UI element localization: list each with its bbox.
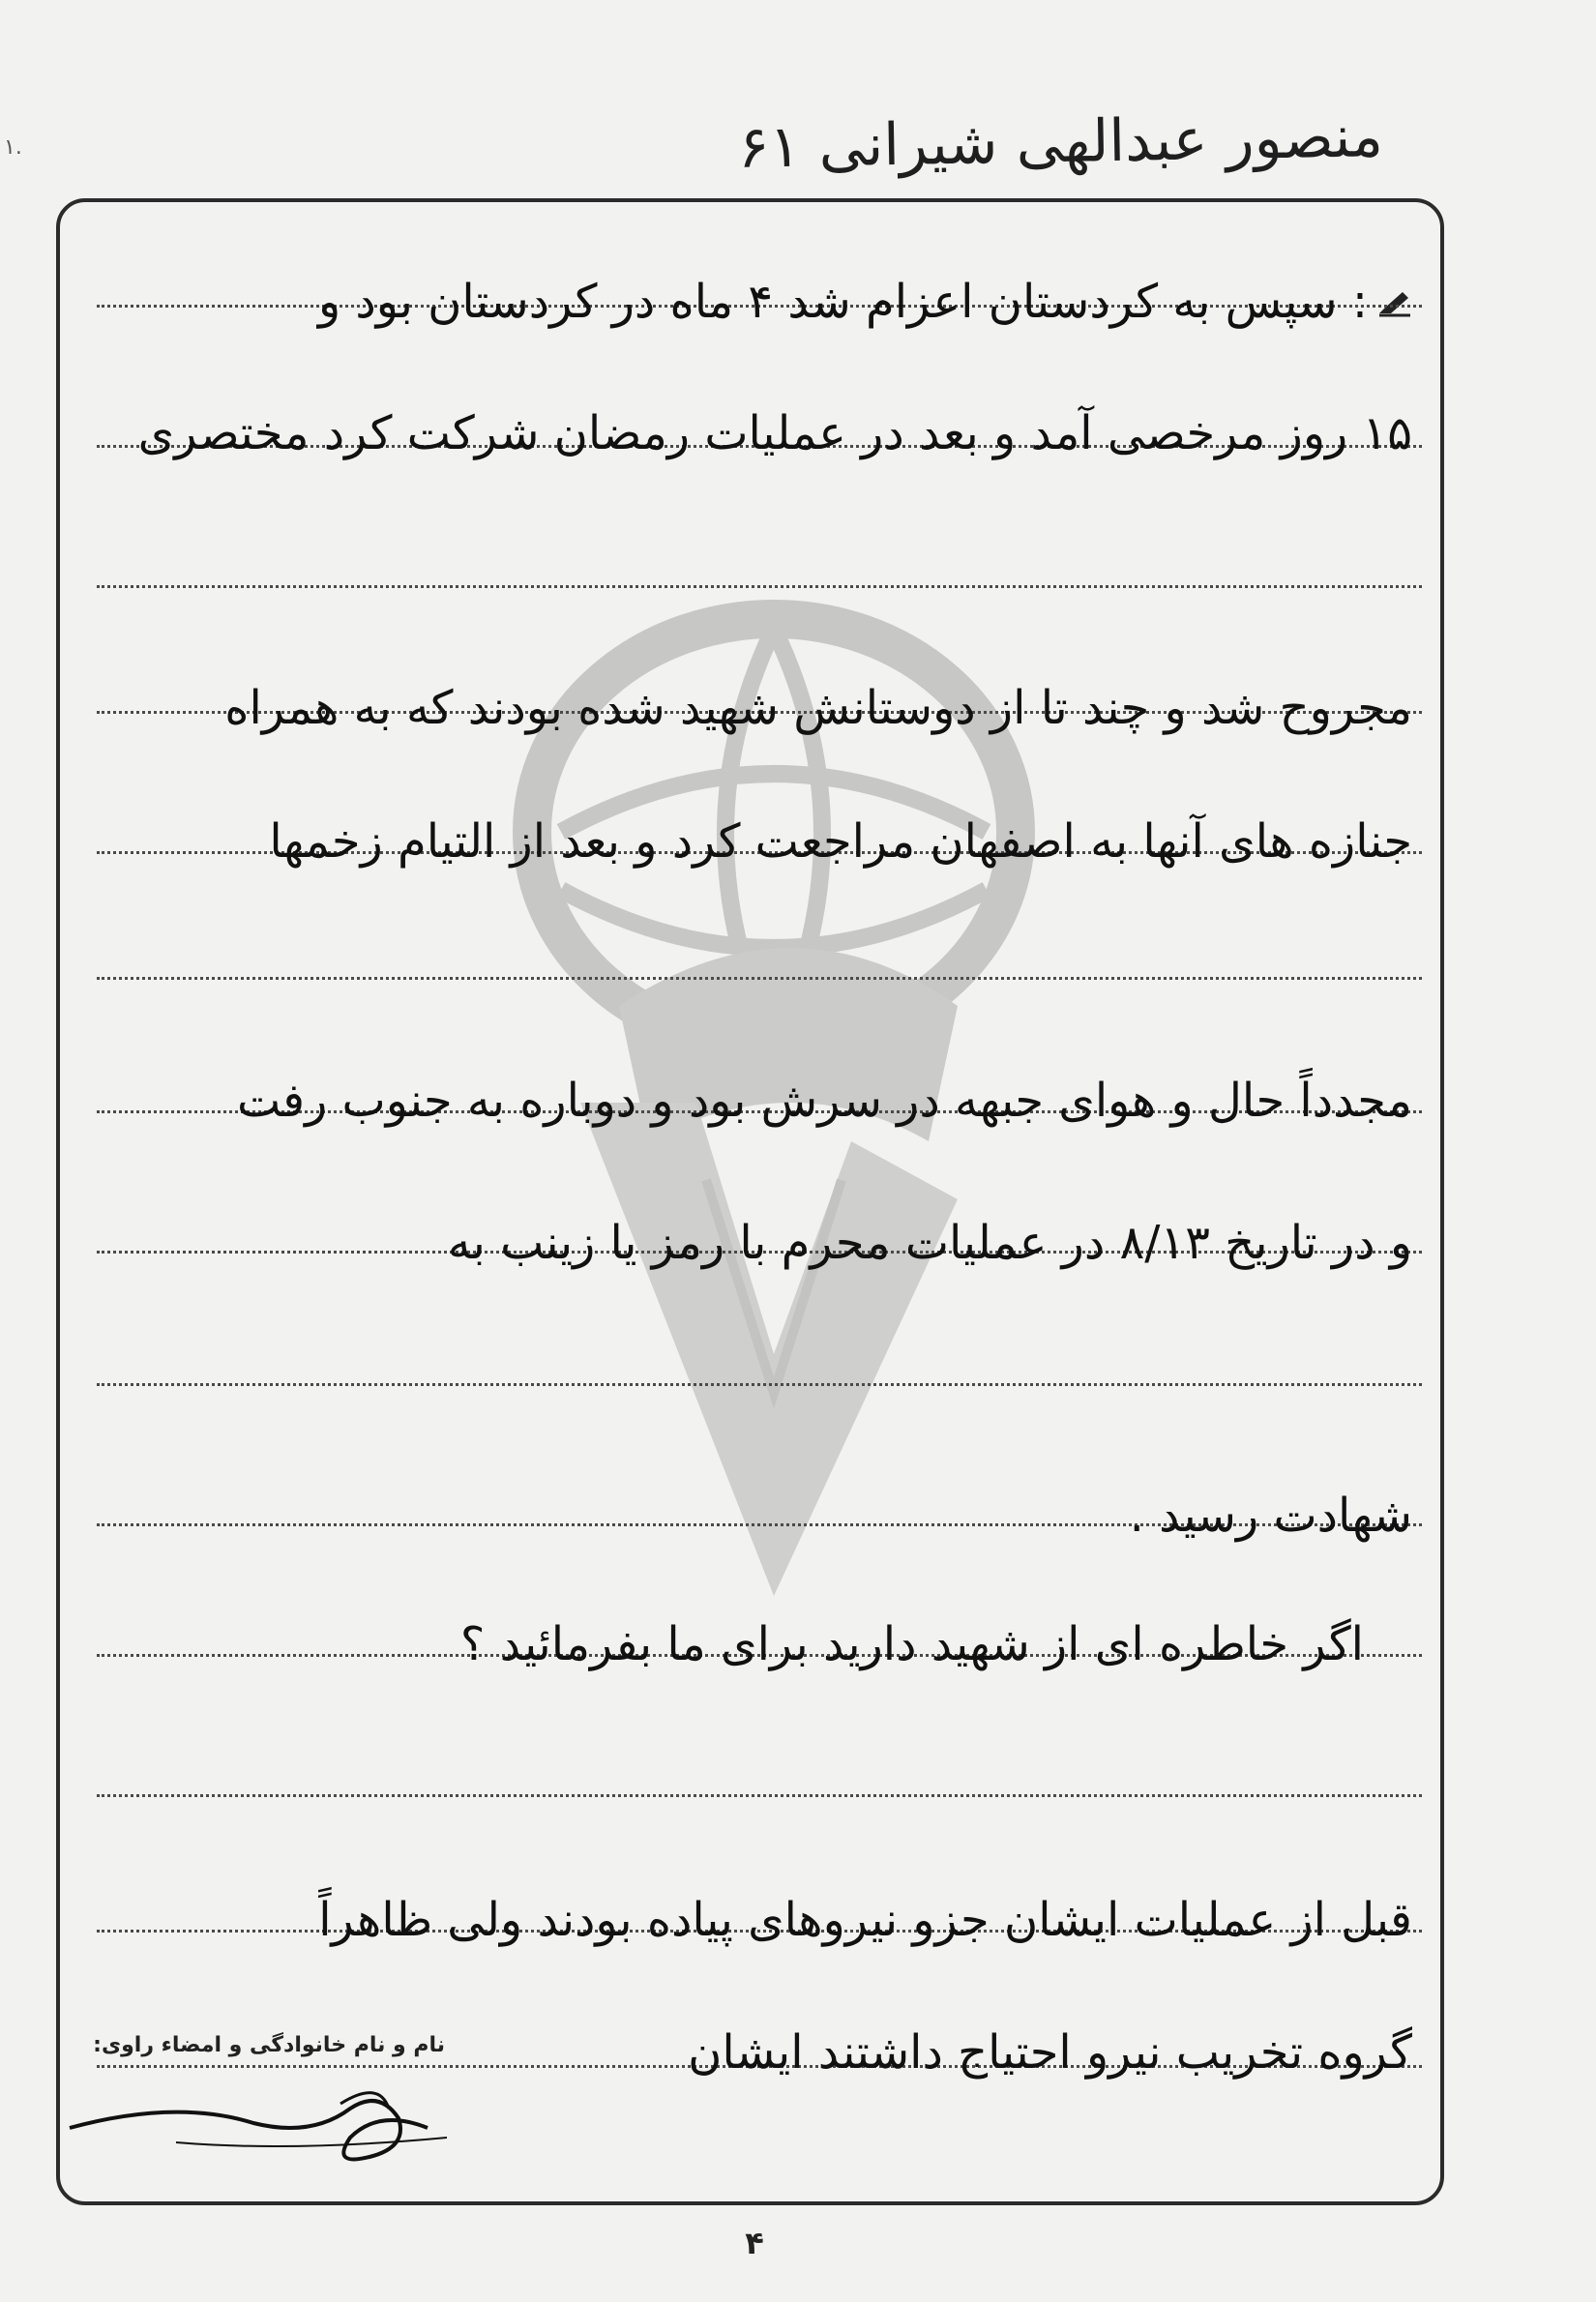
rule-line (97, 585, 1422, 588)
handwritten-line: جنازه های آنها به اصفهان مراجعت کرد و بعد از التیام زخمها (269, 814, 1412, 869)
handwritten-line: و در تاریخ ۸/۱۳ در عملیات محرم با رمز یا زینب به (447, 1216, 1412, 1270)
rule-line (97, 1383, 1422, 1386)
side-mark: ۱. (4, 135, 22, 160)
handwritten-line: مجدداً حال و هوای جبهه در سرش بود و دوباره به جنوب رفت (237, 1074, 1412, 1128)
handwritten-line: ۱۵ روز مرخصی آمد و بعد در عملیات رمضان شرکت کرد مختصری (137, 406, 1412, 460)
handwritten-line: گروه تخریب نیرو احتیاج داشتند ایشان (688, 2025, 1412, 2080)
handwritten-line: شهادت رسید . (1129, 1489, 1412, 1543)
narrator-signature-label: نام و نام خانوادگی و امضاء راوی: (93, 2033, 445, 2057)
rule-line (97, 1794, 1422, 1797)
handwritten-line: مجروح شد و چند تا از دوستانش شهید شده بودند که به همراه (224, 681, 1412, 735)
header-note: منصور عبدالهی شیرانی ۶۱ (737, 103, 1384, 182)
handwritten-line: اگر خاطره ای از شهید دارید برای ما بفرمائید ؟ (459, 1617, 1364, 1671)
handwritten-line: قبل از عملیات ایشان جزو نیروهای پیاده بودند ولی ظاهراً (318, 1893, 1412, 1947)
handwritten-line: : سپس به کردستان اعزام شد ۴ ماه در کردستان بود و (317, 275, 1368, 329)
page-number: ۴ (745, 2225, 764, 2261)
pencil-icon (1377, 288, 1412, 317)
rule-line (97, 977, 1422, 980)
signature-scribble (60, 2070, 466, 2186)
